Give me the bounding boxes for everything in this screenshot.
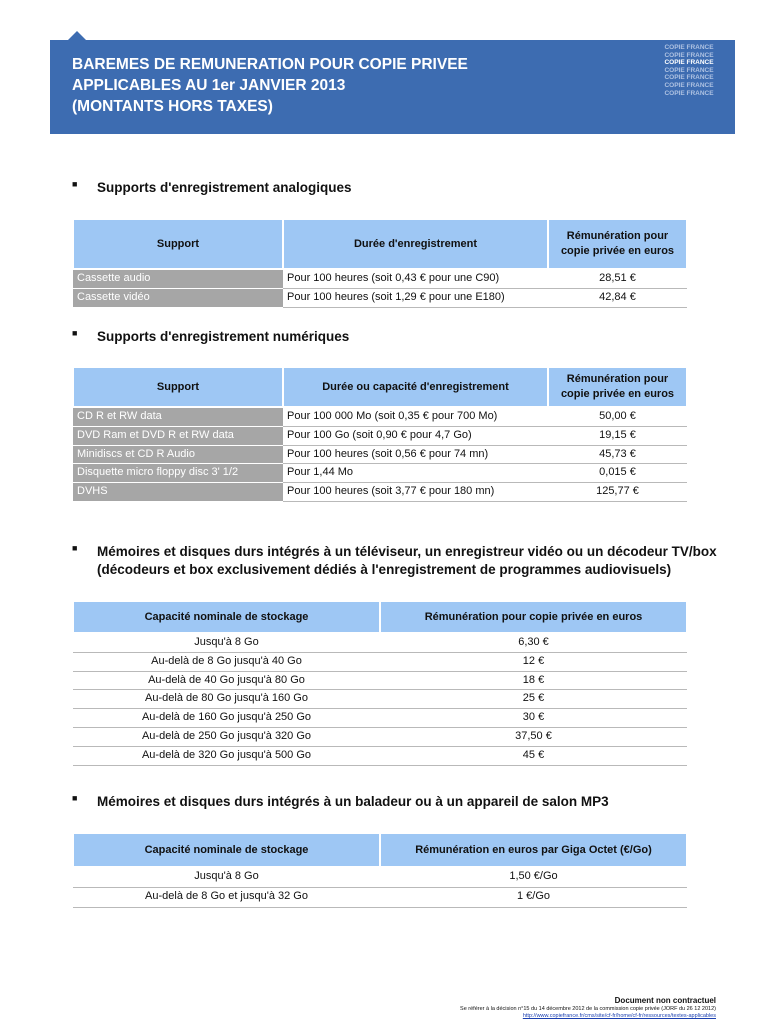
amount-cell: 45 € [380,746,687,765]
logo-line-main: COPIE FRANCE [664,59,714,67]
column-header: Capacité nominale de stockage [73,601,380,633]
amount-cell: 1 €/Go [380,887,687,907]
logo-line: COPIE FRANCE [664,81,714,89]
table-row [73,445,687,464]
table-row [73,407,687,426]
section-title-tv-recorders: ■ Mémoires et disques durs intégrés à un téléviseur, un enregistreur vidéo ou un décodeur TV/box (décodeurs et box exclusivement dédiés à l'enregistrement de programmes audiovisuels) [72,543,717,577]
page-footer [460,996,716,1020]
table-row [73,464,687,483]
column-header: Support [73,219,283,269]
table-row [73,867,687,887]
capacity-cell: Jusqu'à 8 Go [73,867,380,887]
capacity-cell: Au-delà de 8 Go et jusqu'à 32 Go [73,887,380,907]
column-header: Capacité nominale de stockage [73,833,380,867]
amount-cell: 45,73 € [548,445,687,464]
table-header-row [73,601,687,633]
table-header-row [73,367,687,407]
page-header [50,40,735,134]
amount-cell: 19,15 € [548,426,687,445]
support-cell: Disquette micro floppy disc 3' 1/2 [73,464,283,483]
table-analog [72,218,688,308]
column-header: Rémunération en euros par Giga Octet (€/Go) [380,833,687,867]
amount-cell: 30 € [380,709,687,728]
page-title [72,54,468,117]
logo-line: COPIE FRANCE [664,51,714,59]
table-row [73,887,687,907]
support-cell: Minidiscs et CD R Audio [73,445,283,464]
amount-cell: 6,30 € [380,633,687,652]
support-cell: DVHS [73,483,283,502]
support-cell: Cassette vidéo [73,288,283,307]
capacity-cell: Au-delà de 250 Go jusqu'à 320 Go [73,727,380,746]
duration-cell: Pour 100 heures (soit 0,56 € pour 74 mn) [283,445,548,464]
title-line-1: BAREMES DE REMUNERATION POUR COPIE PRIVEE [72,56,468,73]
column-header: Durée d'enregistrement [283,219,548,269]
capacity-cell: Au-delà de 40 Go jusqu'à 80 Go [73,671,380,690]
table-header-row [73,833,687,867]
section-title-digital: ■ Supports d'enregistrement numériques [72,328,350,344]
section-title-mp3: ■ Mémoires et disques durs intégrés à un baladeur ou à un appareil de salon MP3 [72,793,609,809]
column-header: Rémunération pour copie privée en euros [380,601,687,633]
duration-cell: Pour 100 heures (soit 0,43 € pour une C90) [283,269,548,288]
amount-cell: 1,50 €/Go [380,867,687,887]
amount-cell: 25 € [380,690,687,709]
support-cell: CD R et RW data [73,407,283,426]
logo-line: COPIE FRANCE [664,74,714,82]
amount-cell: 42,84 € [548,288,687,307]
title-line-2: APPLICABLES AU 1er JANVIER 2013 [72,77,346,94]
amount-cell: 50,00 € [548,407,687,426]
column-header: Rémunération pour copie privée en euros [548,219,687,269]
amount-cell: 125,77 € [548,483,687,502]
capacity-cell: Au-delà de 160 Go jusqu'à 250 Go [73,709,380,728]
table-row [73,746,687,765]
support-cell: DVD Ram et DVD R et RW data [73,426,283,445]
support-cell: Cassette audio [73,269,283,288]
duration-cell: Pour 1,44 Mo [283,464,548,483]
table-row [73,483,687,502]
table-row [73,288,687,307]
capacity-cell: Jusqu'à 8 Go [73,633,380,652]
duration-cell: Pour 100 000 Mo (soit 0,35 € pour 700 Mo) [283,407,548,426]
column-header: Rémunération pour copie privée en euros [548,367,687,407]
amount-cell: 28,51 € [548,269,687,288]
bullet-icon: ■ [72,793,78,803]
disclaimer-text: Document non contractuel [614,996,716,1005]
table-header-row [73,219,687,269]
logo-line: COPIE FRANCE [664,44,714,51]
duration-cell: Pour 100 heures (soit 3,77 € pour 180 mn) [283,483,548,502]
table-row [73,709,687,728]
bullet-icon: ■ [72,179,78,189]
table-mp3 [72,832,688,908]
column-header: Durée ou capacité d'enregistrement [283,367,548,407]
logo-line: COPIE FRANCE [664,66,714,74]
table-row [73,671,687,690]
bullet-icon: ■ [72,543,78,553]
capacity-cell: Au-delà de 8 Go jusqu'à 40 Go [73,652,380,671]
amount-cell: 12 € [380,652,687,671]
amount-cell: 18 € [380,671,687,690]
table-row [73,652,687,671]
duration-cell: Pour 100 heures (soit 1,29 € pour une E180) [283,288,548,307]
duration-cell: Pour 100 Go (soit 0,90 € pour 4,7 Go) [283,426,548,445]
table-digital [72,366,688,502]
header-notch [68,31,86,40]
table-tv-recorders [72,600,688,766]
section-title-analog: ■ Supports d'enregistrement analogiques [72,179,352,195]
amount-cell: 37,50 € [380,727,687,746]
copie-france-logo [663,44,715,97]
reference-text: Se référer à la décision n°15 du 14 décembre 2012 de la commission copie privée (JORF du 26 12 2012) [460,1006,716,1012]
capacity-cell: Au-delà de 320 Go jusqu'à 500 Go [73,746,380,765]
amount-cell: 0,015 € [548,464,687,483]
table-row [73,633,687,652]
table-row [73,426,687,445]
table-row [73,727,687,746]
title-line-3: (MONTANTS HORS TAXES) [72,98,273,115]
bullet-icon: ■ [72,328,78,338]
capacity-cell: Au-delà de 80 Go jusqu'à 160 Go [73,690,380,709]
reference-link[interactable]: http://www.copiefrance.fr/cms/site/cf-fr/home/cf-fr/ressources/textes-applicables [522,1013,716,1019]
table-row [73,269,687,288]
table-row [73,690,687,709]
column-header: Support [73,367,283,407]
logo-line: COPIE FRANCE [664,89,714,97]
